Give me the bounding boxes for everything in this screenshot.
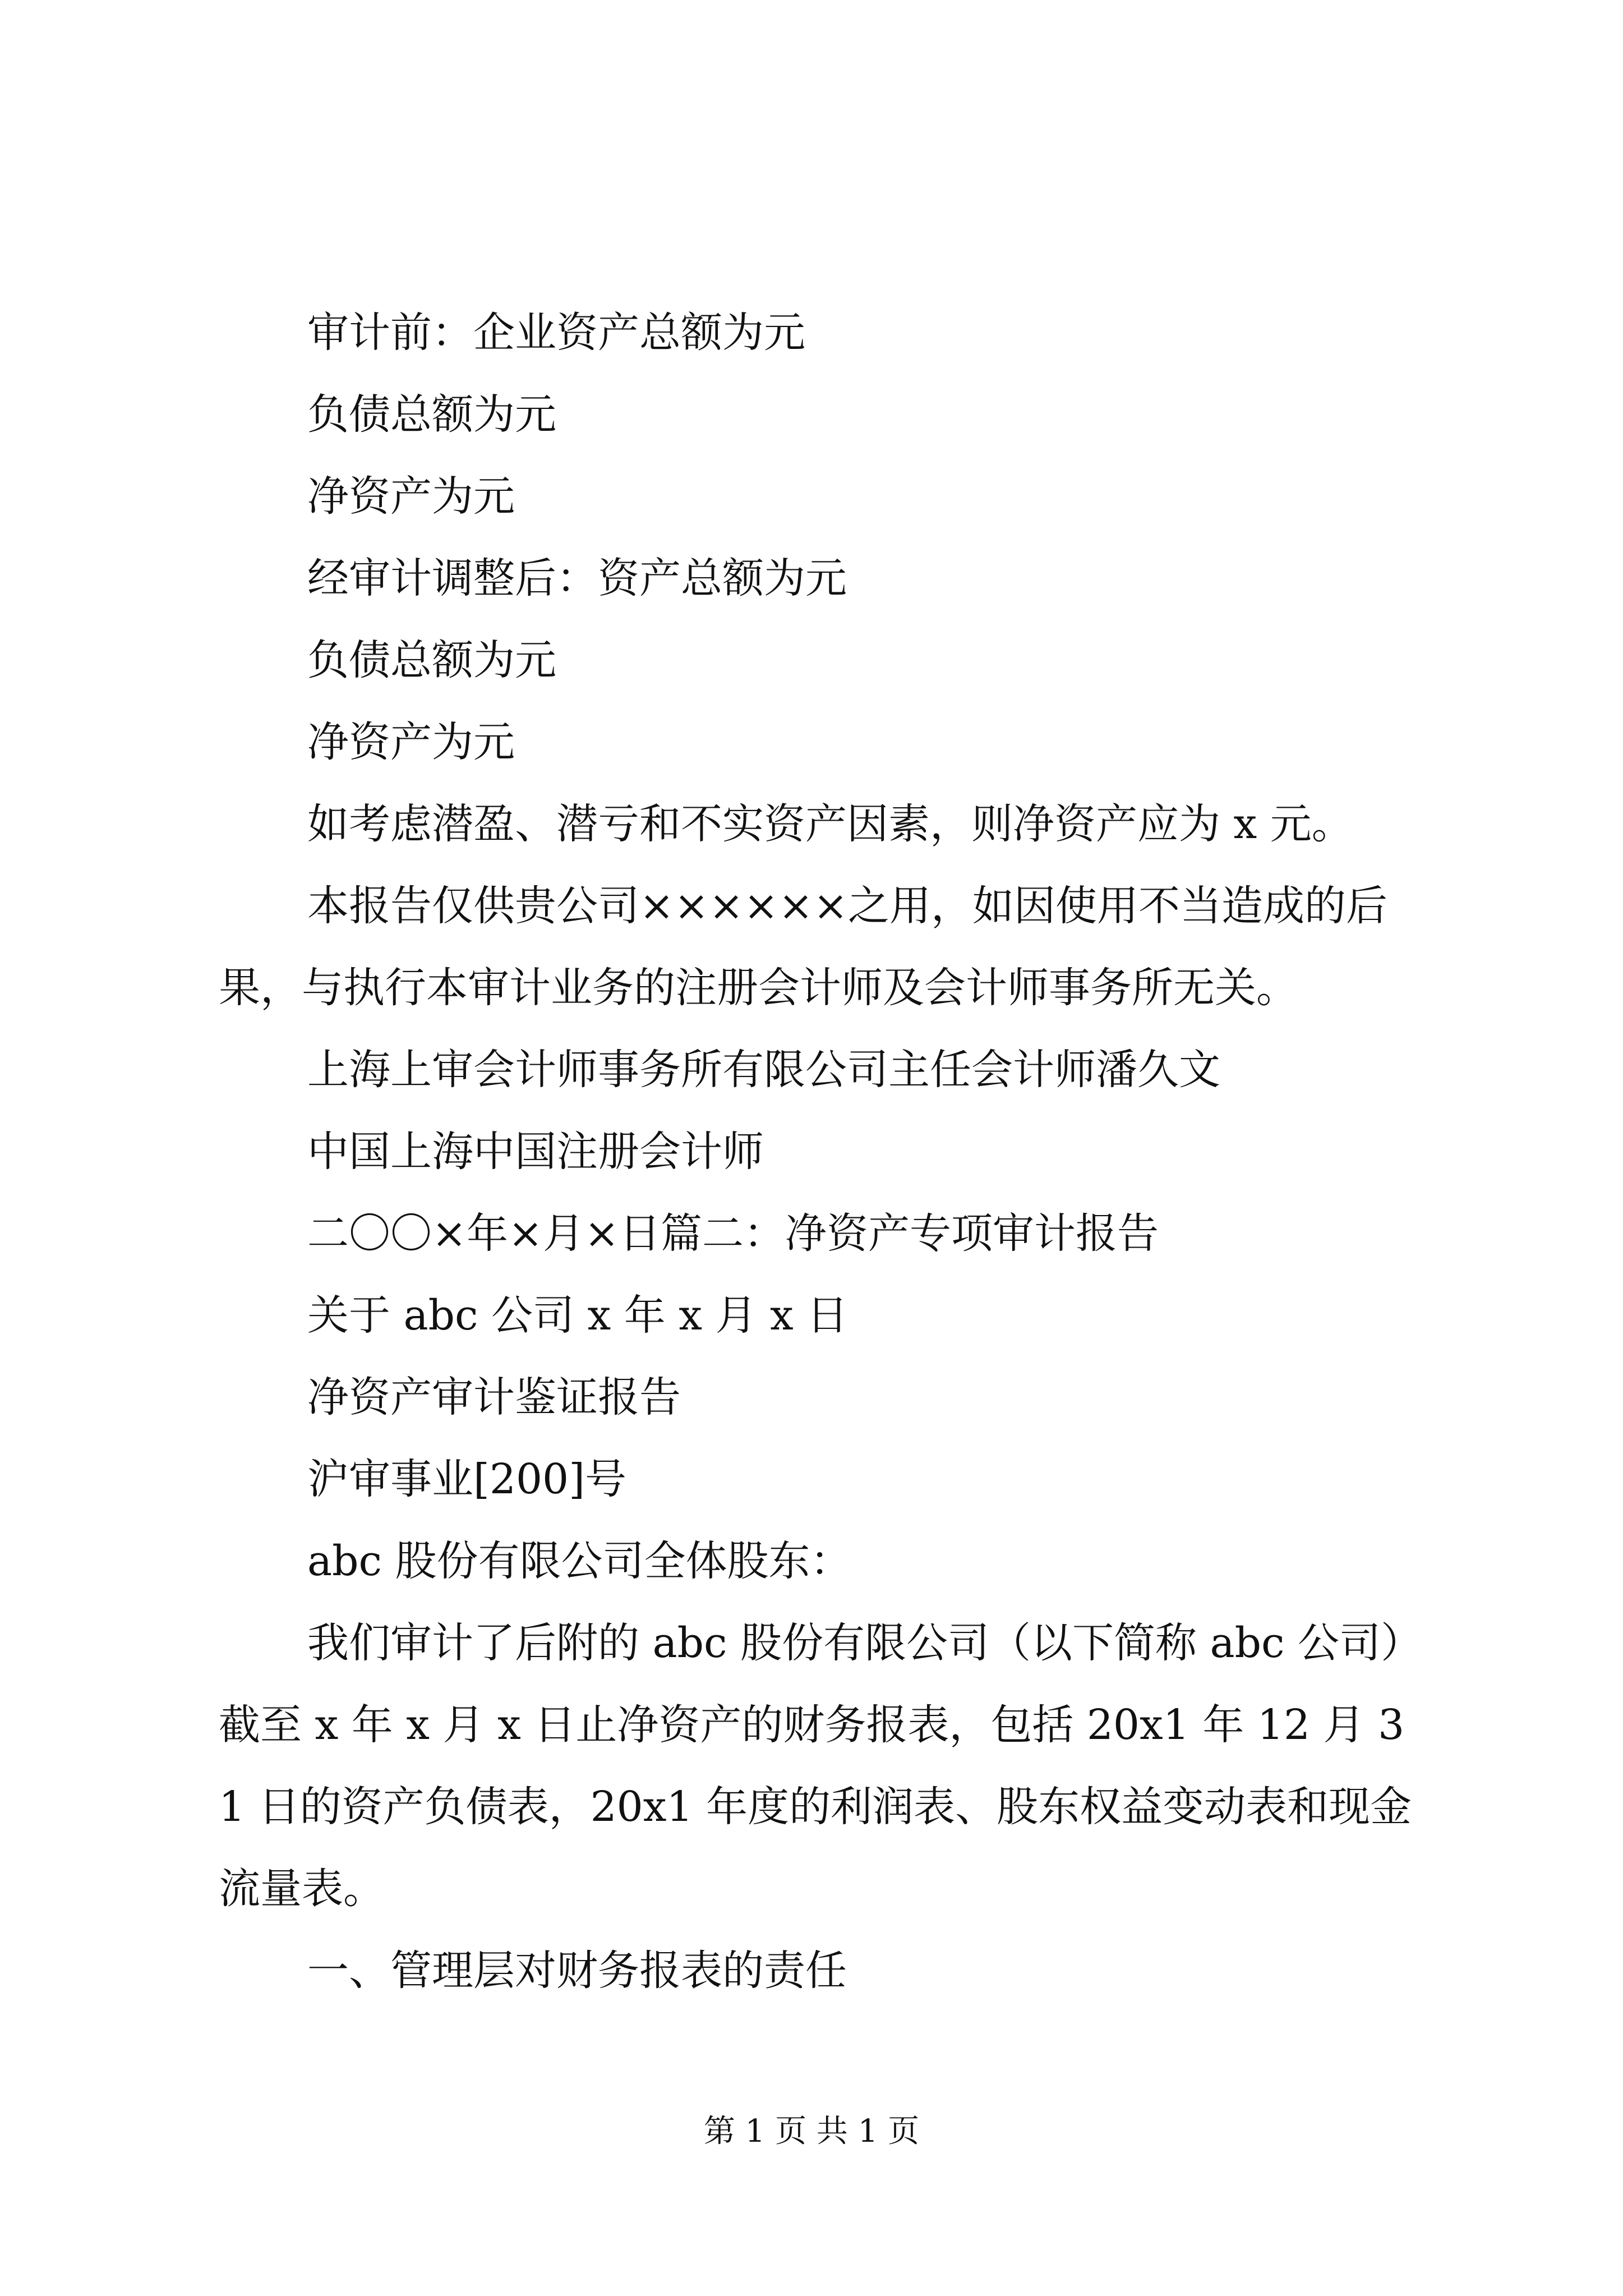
paragraph-usage-restriction: 本报告仅供贵公司××××××之用，如因使用不当造成的后果，与执行本审计业务的注册会计师及会计师事务所无关。 <box>219 882 1388 1012</box>
paragraph-audit-scope: 我们审计了后附的 abc 股份有限公司（以下简称 abc 公司）截至 x 年 x 月 x 日止净资产的财务报表，包括 20x1 年 12 月 31 日的资产负债表，20x1 年度的利润表、股东权益变动表和现金流量表。 <box>219 1619 1422 1913</box>
line-location-cpa: 中国上海中国注册会计师 <box>307 1128 764 1176</box>
line-adjusted-liabilities: 负债总额为元 <box>307 636 556 684</box>
line-firm-signature: 上海上审会计师事务所有限公司主任会计师潘久文 <box>307 1046 1220 1094</box>
line-net-assets-note: 如考虑潜盈、潜亏和不实资产因素，则净资产应为 x 元。 <box>307 800 1353 848</box>
line-report-subject: 关于 abc 公司 x 年 x 月 x 日 <box>307 1291 849 1340</box>
line-date-part-two: 二〇〇×年×月×日篇二：净资产专项审计报告 <box>307 1209 1159 1258</box>
line-pre-audit-assets: 审计前：企业资产总额为元 <box>307 309 805 357</box>
page-footer: 第 1 页 共 1 页 <box>703 2113 920 2150</box>
line-addressee: abc 股份有限公司全体股东： <box>307 1537 852 1585</box>
section-heading: 一、管理层对财务报表的责任 <box>307 1947 847 1995</box>
line-adjusted-net-assets: 净资产为元 <box>307 718 515 766</box>
line-adjusted-assets: 经审计调整后：资产总额为元 <box>307 554 847 602</box>
line-report-title: 净资产审计鉴证报告 <box>307 1373 681 1421</box>
line-pre-audit-net-assets: 净资产为元 <box>307 472 515 521</box>
line-report-number: 沪审事业[200]号 <box>307 1455 626 1503</box>
line-pre-audit-liabilities: 负债总额为元 <box>307 390 556 439</box>
document-body <box>219 292 1424 2012</box>
